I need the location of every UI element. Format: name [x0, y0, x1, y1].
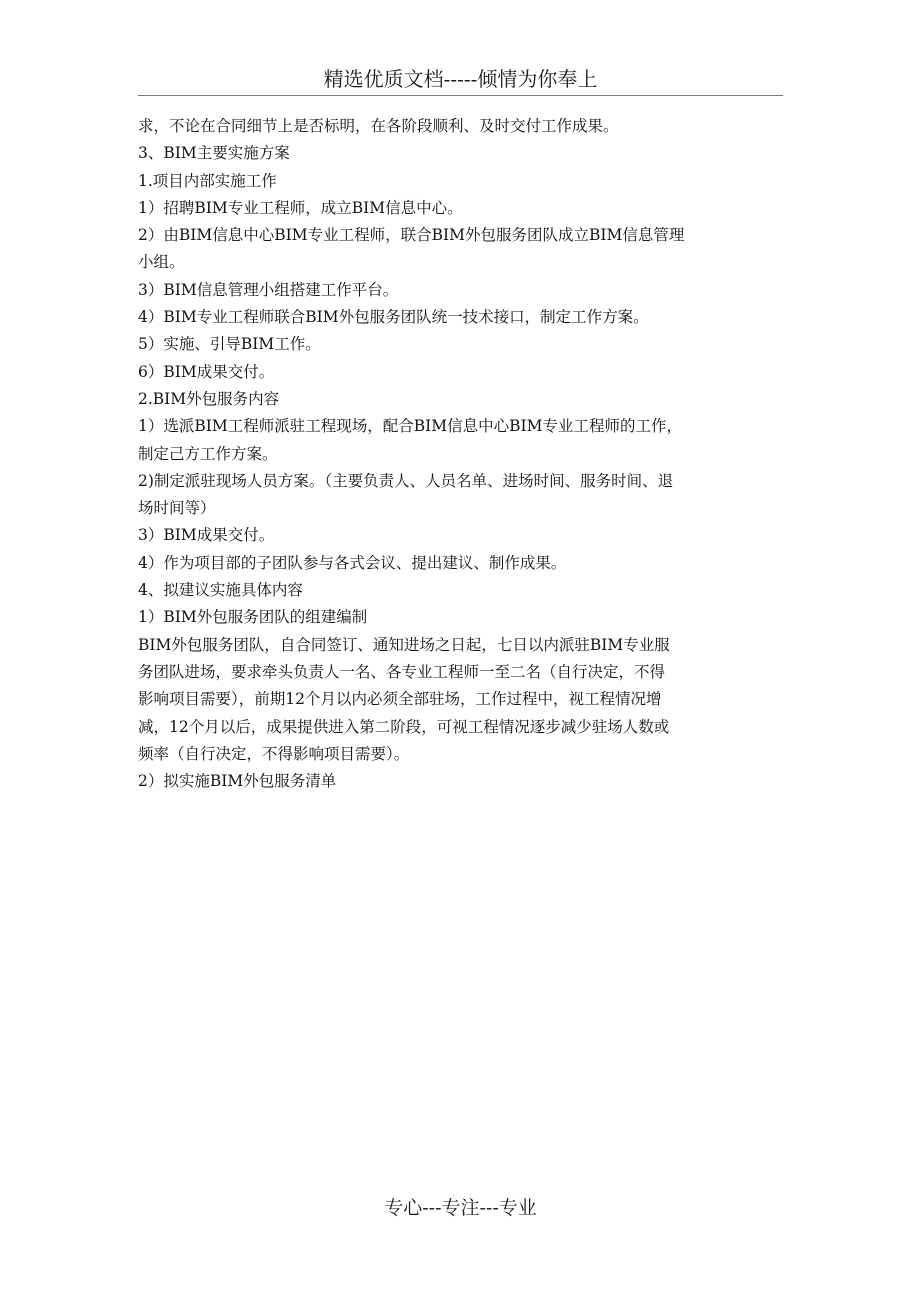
list-item: 1）招聘BIM专业工程师，成立BIM信息中心。 [138, 198, 463, 217]
list-item: 6）BIM成果交付。 [138, 362, 275, 381]
paragraph-line: BIM外包服务团队，自合同签订、通知进场之日起，七日以内派驻BIM专业服 [138, 635, 670, 654]
paragraph-line: 影响项目需要），前期12个月以内必须全部驻场，工作过程中，视工程情况增 [138, 690, 662, 709]
list-item: 2）由BIM信息中心BIM专业工程师，联合BIM外包服务团队成立BIM信息管理 [138, 226, 685, 245]
section-heading: 3、BIM主要实施方案 [138, 144, 290, 163]
header-divider [138, 95, 783, 96]
section-heading: 4、拟建议实施具体内容 [138, 581, 303, 600]
paragraph-line: 减，12个月以后，成果提供进入第二阶段，可视工程情况逐步减少驻场人数或 [138, 717, 670, 736]
list-item: 4）BIM专业工程师联合BIM外包服务团队统一技术接口，制定工作方案。 [138, 308, 649, 327]
paragraph-line: 务团队进场，要求牵头负责人一名、各专业工程师一至二名（自行决定，不得 [138, 662, 666, 681]
page-header: 精选优质文档-----倾情为你奉上 [323, 67, 598, 91]
list-item: 1）BIM外包服务团队的组建编制 [138, 608, 368, 627]
text-line: 求，不论在合同细节上是否标明，在各阶段顺利、及时交付工作成果。 [138, 117, 619, 135]
list-item: 1）选派BIM工程师派驻工程现场，配合BIM信息中心BIM专业工程师的工作， [138, 417, 683, 436]
list-item: 2)制定派驻现场人员方案。（主要负责人、人员名单、进场时间、服务时间、退 [138, 471, 674, 490]
list-item-continuation: 制定己方工作方案。 [138, 444, 278, 463]
list-item: 2）拟实施BIM外包服务清单 [138, 772, 337, 791]
document-body [138, 113, 783, 795]
page-footer: 专心---专注---专业 [384, 1197, 537, 1219]
list-item: 3）BIM信息管理小组搭建工作平台。 [138, 280, 399, 299]
subsection-heading: 2.BIM外包服务内容 [138, 389, 280, 408]
list-item: 4）作为项目部的子团队参与各式会议、提出建议、制作成果。 [138, 553, 567, 572]
subsection-heading: 1.项目内部实施工作 [138, 171, 277, 190]
list-item-continuation: 场时间等） [138, 499, 216, 518]
list-item-continuation: 小组。 [138, 253, 185, 272]
paragraph-line: 频率（自行决定，不得影响项目需要）。 [138, 744, 410, 763]
list-item: 5）实施、引导BIM工作。 [138, 335, 321, 354]
list-item: 3）BIM成果交付。 [138, 526, 275, 545]
